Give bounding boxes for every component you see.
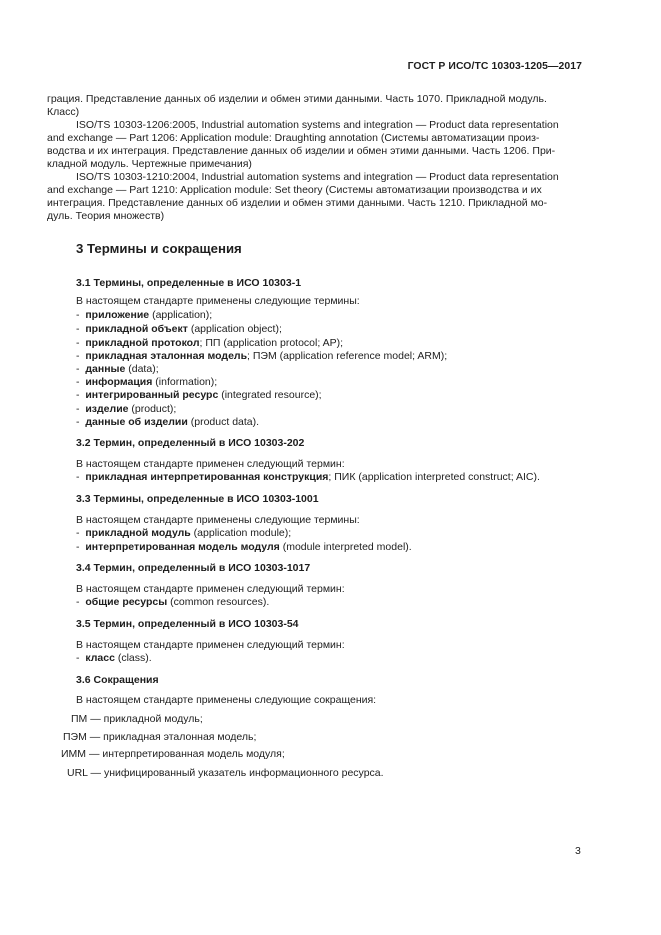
- term-list-item: - общие ресурсы (common resources).: [76, 596, 270, 608]
- term-list-item: - прикладная эталонная модель; ПЭМ (application reference model; ARM);: [76, 350, 448, 362]
- abbreviation-item: ПМ — прикладной модуль;: [71, 713, 203, 725]
- term-list-item: - прикладной модуль (application module);: [76, 527, 292, 539]
- term-list-item: - информация (information);: [76, 376, 218, 388]
- ref-line: Класс): [47, 106, 80, 118]
- term-list-item: - данные об изделии (product data).: [76, 416, 260, 428]
- subsection-lead: В настоящем стандарте применен следующий термин:: [76, 458, 345, 470]
- subsection-lead: В настоящем стандарте применены следующие термины:: [76, 295, 360, 307]
- abbreviation-item: ИММ — интерпретированная модель модуля;: [61, 748, 285, 760]
- subsection-heading-3-2: 3.2 Термин, определенный в ИСО 10303-202: [76, 437, 305, 449]
- term-list-item: - интегрированный ресурс (integrated resource);: [76, 389, 322, 401]
- subsection-heading-3-6: 3.6 Сокращения: [76, 674, 159, 686]
- ref-line: ISO/TS 10303-1206:2005, Industrial automation systems and integration — Product data representation: [76, 119, 559, 131]
- ref-line: ISO/TS 10303-1210:2004, Industrial automation systems and integration — Product data representation: [76, 171, 559, 183]
- term-list-item: - данные (data);: [76, 363, 159, 375]
- ref-line: and exchange — Part 1206: Application module: Draughting annotation (Системы автоматизации произ-: [47, 132, 540, 144]
- ref-line: and exchange — Part 1210: Application module: Set theory (Системы автоматизации производства и их: [47, 184, 542, 196]
- ref-line: водства и их интеграция. Представление данных об изделии и обмен этими данными. Часть 1206. При-: [47, 145, 556, 157]
- term-list-item: - интерпретированная модель модуля (module interpreted model).: [76, 541, 412, 553]
- subsection-lead: В настоящем стандарте применен следующий термин:: [76, 583, 345, 595]
- ref-line: интеграция. Представление данных об изделии и обмен этими данными. Часть 1210. Прикладной мо-: [47, 197, 548, 209]
- abbreviation-item: ПЭМ — прикладная эталонная модель;: [63, 731, 257, 743]
- subsection-heading-3-3: 3.3 Термины, определенные в ИСО 10303-1001: [76, 493, 319, 505]
- term-list-item: - прикладной протокол; ПП (application protocol; AP);: [76, 337, 344, 349]
- subsection-lead: В настоящем стандарте применен следующий термин:: [76, 639, 345, 651]
- term-list-item: - изделие (product);: [76, 403, 177, 415]
- ref-line: грация. Представление данных об изделии и обмен этими данными. Часть 1070. Прикладной модуль.: [47, 93, 547, 105]
- abbreviation-item: URL — унифицированный указатель информационного ресурса.: [67, 767, 384, 779]
- page-header-standard-title: ГОСТ Р ИСО/ТС 10303-1205—2017: [407, 61, 582, 72]
- subsection-lead: В настоящем стандарте применены следующие сокращения:: [76, 694, 377, 706]
- subsection-lead: В настоящем стандарте применены следующие термины:: [76, 514, 360, 526]
- term-list-item: - приложение (application);: [76, 309, 213, 321]
- section-heading: 3 Термины и сокращения: [76, 241, 242, 256]
- subsection-heading-3-4: 3.4 Термин, определенный в ИСО 10303-1017: [76, 562, 311, 574]
- term-list-item: - класс (class).: [76, 652, 152, 664]
- term-list-item: - прикладная интерпретированная конструкция; ПИК (application interpreted construct; AIC).: [76, 471, 540, 483]
- term-list-item: - прикладной объект (application object);: [76, 323, 282, 335]
- ref-line: кладной модуль. Чертежные примечания): [47, 158, 252, 170]
- page-number: 3: [575, 845, 581, 857]
- ref-line: дуль. Теория множеств): [47, 210, 165, 222]
- subsection-heading-3-5: 3.5 Термин, определенный в ИСО 10303-54: [76, 618, 299, 630]
- subsection-heading-3-1: 3.1 Термины, определенные в ИСО 10303-1: [76, 277, 302, 289]
